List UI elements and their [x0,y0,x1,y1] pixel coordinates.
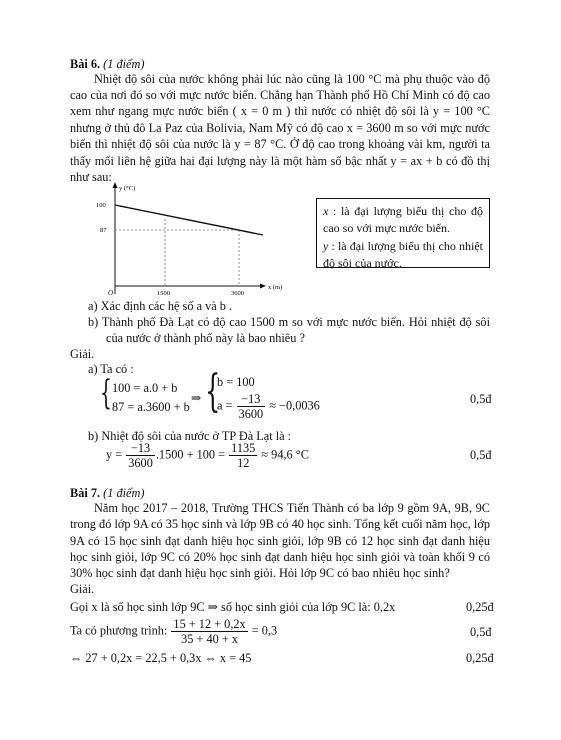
fraction-a-den: 3600 [238,407,264,422]
system2-a-eq: a = [217,398,233,413]
bai7-fraction [171,617,247,646]
bai7-line-1: Năm học 2017 – 2018, Trường THCS Tiến Thành có ba lớp 9 gồm 9A, 9B, 9C [94,501,490,515]
bai6-line-3: xem như ngang mực nước biển ( x = 0 m ) thì nước có nhiệt độ sôi là y = 100 °C [70,104,490,118]
fraction-b2-den: 12 [237,456,250,471]
legend-x-text: : là đại lượng biểu thị cho độ cao so với mực nước biển. [323,204,484,236]
bai7-step-1: Gọi x là số học sinh lớp 9C ⇒ số học sinh giỏi của lớp 9C là: 0,2x [70,600,396,614]
y-axis-label: y (°C) [119,185,136,192]
system1-eq2: 87 = a.3600 + b [112,400,190,414]
bai6-line-6: thấy mối liên hệ giữa hai đại lượng này là một hàm số bậc nhất y = ax + b có đồ thị [70,154,490,168]
system1-brace: { [100,373,112,413]
bai6-title: Bài 6. [70,57,101,71]
legend-y-text: : là đại lượng biểu thị cho nhiệt độ sôi của nước. [323,238,483,271]
boiling-point-graph [82,182,297,296]
legend-x [323,203,483,238]
system1-eq1: 100 = a.0 + b [112,381,178,395]
variable-legend-box [316,198,490,271]
fraction-b2-num: 1135 [231,441,256,455]
system2-eq1: b = 100 [217,375,255,389]
bai7-score-2: 0,5đ [470,625,492,639]
fraction-b2 [229,441,257,470]
bai7-step-3: ⇔ 27 + 0,2x = 22,5 + 0,3x ⇔ x = 45 [70,651,252,665]
function-line [115,205,263,235]
solution-b-mid: .1500 + 100 = [155,447,226,462]
bai6-line-5: biển thì nhiệt độ sôi của nước là y = 87 °C. Ở độ cao trong khoảng vài km, người ta [70,137,490,151]
bai7-points: (1 điểm) [103,486,145,500]
fraction-b1-num: −13 [126,441,155,456]
system2-eq2 [217,392,320,421]
bai7-fraction-den: 35 + 40 + x [181,632,239,647]
legend-y [323,238,483,273]
bai6-line-7: như sau: [70,170,112,184]
solution-b-y: y = [106,447,123,462]
origin-label: O [108,289,114,296]
score-b: 0,5đ [470,448,492,462]
bai6-heading [70,57,144,72]
bai6-solution-heading: Giải. [70,347,95,361]
bai7-solution-heading: Giải. [70,582,95,596]
system2-a-approx: ≈ −0,0036 [269,398,320,413]
bai6-question-b-1: b) Thành phố Đà Lạt có độ cao 1500 m so với mực nước biển. Hỏi nhiệt độ sôi [88,315,490,329]
bai7-line-4: học sinh giỏi, lớp 9C có 20% học sinh đạt danh hiệu học sinh giỏi và toàn khối 9 có [70,550,490,564]
bai6-points: (1 điểm) [103,57,145,71]
bai6-question-a: a) Xác định các hệ số a và b . [88,299,233,313]
bai6-line-4: nhưng ở thủ đô La Paz của Bolivia, Nam Mỹ có độ cao x = 3600 m so với mực nước [70,121,490,135]
bai7-step-2 [70,617,277,646]
bai6-solution-a-label: a) Ta có : [88,362,134,376]
bai7-line-5: 30% học sinh đạt danh hiệu học sinh giỏi. Hỏi lớp 9C có bao nhiêu học sinh? [70,566,450,580]
bai7-score-3: 0,25đ [466,651,494,665]
bai7-fraction-num: 15 + 12 + 0,2x [173,617,246,631]
bai6-question-b-2: của nước ở thành phố này là bao nhiêu ? [106,331,305,345]
solution-b-result: ≈ 94,6 °C [261,447,309,462]
y-tick-100: 100 [96,202,106,209]
fraction-b1 [126,441,155,470]
bai7-score-1: 0,25đ [466,600,494,614]
system2-brace: { [205,366,221,417]
y-tick-87: 87 [100,227,107,234]
fraction-a-num: −13 [237,392,266,407]
x-axis-label: x (m) [268,284,283,291]
legend-y-var: y [323,238,329,253]
bai7-heading [70,486,144,501]
y-axis-arrow [113,182,118,188]
bai7-line-3: 9A có 15 học sinh đạt danh hiệu học sinh giỏi, lớp 9B có 12 học sinh đạt danh hiệu [70,534,490,548]
bai7-step-2-label: Ta có phương trình: [70,623,168,638]
x-tick-1500: 1500 [157,290,170,296]
implies-arrow: ⇒ [191,391,202,405]
bai7-line-2: trong đó lớp 9A có 35 học sinh và lớp 9B có 40 học sinh. Tổng kết cuối năm học, lớp [70,517,490,531]
bai6-line-2: cao của nơi đó so với mực nước biển. Chẳng hạn Thành phố Hồ Chí Minh có độ cao [70,88,490,102]
bai7-title: Bài 7. [70,486,101,500]
fraction-a [237,392,266,421]
bai6-solution-b-label: b) Nhiệt độ sôi của nước ở TP Đà Lạt là : [88,429,292,443]
bai6-solution-b-eq [106,441,309,470]
x-axis-arrow [260,284,266,289]
fraction-b1-den: 3600 [128,456,153,471]
legend-x-var: x [323,204,329,218]
bai7-step-2-result: = 0,3 [251,623,278,638]
bai6-line-1: Nhiệt độ sôi của nước không phải lúc nào cũng là 100 °C mà phụ thuộc vào độ [94,72,490,86]
x-tick-3600: 3600 [231,290,244,296]
score-a: 0,5đ [470,392,492,406]
